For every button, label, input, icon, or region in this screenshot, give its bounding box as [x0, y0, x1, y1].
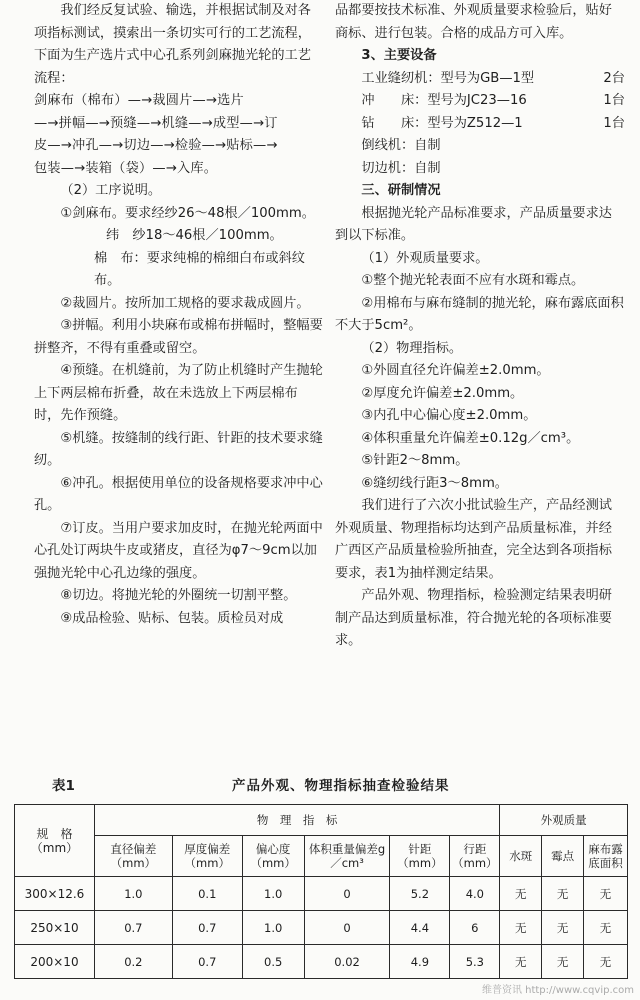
- table-cell: 6: [450, 911, 500, 945]
- table-cell: 无: [584, 877, 628, 911]
- step-7: ⑦订皮。当用户要求加皮时，在抛光轮两面中心孔处订两块牛皮或猪皮，直径为φ7～9cm以加强抛光轮中心孔边缘的强度。: [34, 520, 323, 581]
- table-cell: 0.1: [172, 877, 242, 911]
- equipment-item: 切边机：自制: [361, 160, 441, 176]
- table-cell: 无: [500, 911, 542, 945]
- spec-unit: （mm）: [30, 840, 79, 855]
- table-row: [15, 877, 628, 911]
- table-row: [15, 911, 628, 945]
- section-heading-process-notes: （2）工序说明。: [60, 183, 162, 198]
- step-6: ⑥冲孔。根据使用单位的设备规格要求冲中心孔。: [34, 475, 323, 513]
- table-cell: 0.2: [94, 945, 172, 979]
- table-cell: 4.4: [390, 911, 450, 945]
- equipment-qty: 1台: [603, 115, 625, 131]
- table-cell: 无: [542, 911, 584, 945]
- table-cell: 4.0: [450, 877, 500, 911]
- right-column: [335, 0, 625, 653]
- table-cell: 无: [500, 877, 542, 911]
- process-flow-line: —→拼幅—→预缝—→机缝—→成型—→订: [34, 115, 278, 131]
- table-row: [15, 945, 628, 979]
- step-9: ⑨成品检验、贴标、包装。质检员对成: [60, 610, 284, 626]
- table-cell: 无: [584, 945, 628, 979]
- equipment-qty: 1台: [603, 93, 625, 108]
- process-flow-line: 包装—→装箱（袋）—→入库。: [34, 160, 218, 176]
- table-title: 产品外观、物理指标抽查检验结果: [232, 778, 450, 794]
- requirement-item: ③内孔中心偏心度±2.0mm。: [361, 408, 537, 423]
- appearance-group-header: 外观质量: [500, 805, 628, 836]
- equipment-name: 工业缝纫机：型号为GB—1型: [361, 70, 535, 86]
- step-2: ②裁圆片。按所加工规格的要求裁成圆片。: [60, 295, 310, 311]
- step-3: ③拼幅。利用小块麻布或棉布拼幅时，整幅要拼整齐，不得有重叠或留空。: [34, 318, 323, 356]
- paragraph: 产品外观、物理指标，检验测定结果表明研制产品达到质量标准，符合抛光轮的各项标准要求。: [335, 588, 612, 648]
- table-cell: 0: [304, 877, 390, 911]
- equipment-qty: 2台: [603, 70, 625, 86]
- left-column: [34, 0, 324, 630]
- table-cell: 无: [542, 945, 584, 979]
- table-cell: 5.2: [390, 877, 450, 911]
- table-subheader-row: [15, 836, 628, 877]
- table-cell: 无: [500, 945, 542, 979]
- column-header: 直径偏差（mm）: [94, 836, 172, 877]
- column-header: 针距（mm）: [390, 836, 450, 877]
- table-cell: 4.9: [390, 945, 450, 979]
- table-cell: 1.0: [94, 877, 172, 911]
- table-cell: 0.5: [242, 945, 304, 979]
- equipment-item: 倒线机：自制: [361, 138, 441, 153]
- spec-header: 规 格: [36, 826, 73, 841]
- column-header: 厚度偏差（mm）: [172, 836, 242, 877]
- column-header: 麻布露底面积: [584, 836, 628, 877]
- physical-group-header: 物 理 指 标: [94, 805, 499, 836]
- column-header: 水斑: [500, 836, 542, 877]
- requirement-item: ⑥缝纫线行距3～8mm。: [361, 475, 508, 491]
- requirement-item: ①整个抛光轮表面不应有水斑和霉点。: [361, 273, 585, 288]
- table-cell: 0.7: [172, 911, 242, 945]
- table-cell: 0: [304, 911, 390, 945]
- process-flow-line: 皮—→冲孔—→切边—→检验—→贴标—→: [34, 138, 278, 153]
- table-cell: 0.02: [304, 945, 390, 979]
- column-header: 霉点: [542, 836, 584, 877]
- spec-header-cell: [15, 805, 95, 877]
- requirement-item: ⑤针距2～8mm。: [361, 453, 469, 468]
- column-header: 偏心度（mm）: [242, 836, 304, 877]
- requirement-item: ②厚度允许偏差±2.0mm。: [361, 385, 524, 401]
- intro-paragraph: 我们经反复试验、输选，并根据试制及对各项指标测试，摸索出一条切实可行的工艺流程，下面为生产选片式中心孔系列剑麻抛光轮的工艺流程：: [34, 3, 311, 86]
- table-cell: 1.0: [242, 911, 304, 945]
- section-heading-equipment: 3、主要设备: [361, 48, 437, 63]
- table-cell: 1.0: [242, 877, 304, 911]
- table-header-row: [15, 805, 628, 836]
- watermark: 维普资讯 http://www.cqvip.com: [481, 985, 634, 996]
- column-header: 体积重量偏差g／cm³: [304, 836, 390, 877]
- equipment-item: [335, 113, 625, 136]
- step-8: ⑧切边。将抛光轮的外圈统一切割平整。: [60, 588, 297, 603]
- column-header: 行距（mm）: [450, 836, 500, 877]
- step-1: ①剑麻布。要求经纱26～48根／100mm。: [60, 205, 315, 221]
- paragraph: 我们进行了六次小批试验生产，产品经测试外观质量、物理指标均达到产品质量标准，并经广西区产品质量检验所抽查，完全达到各项指标要求，表1为抽样测定结果。: [335, 498, 612, 581]
- equipment-item: [335, 90, 625, 113]
- equipment-name: 钻 床：型号为Z512—1: [361, 115, 523, 131]
- step-4: ④预缝。在机缝前，为了防止机缝时产生抛轮上下两层棉布折叠，故在未选放上下两层棉布时，先作预缝。: [34, 363, 323, 423]
- equipment-name: 冲 床：型号为JC23—16: [361, 93, 527, 108]
- equipment-item: [335, 68, 625, 91]
- table-cell: 5.3: [450, 945, 500, 979]
- subheading-appearance: （1）外观质量要求。: [361, 250, 489, 266]
- spec-cell: 200×10: [15, 945, 95, 979]
- paragraph: 根据抛光轮产品标准要求，产品质量要求达到以下标准。: [335, 205, 612, 243]
- table-cell: 0.7: [94, 911, 172, 945]
- table-label: 表1: [52, 778, 75, 794]
- spec-cell: 300×12.6: [15, 877, 95, 911]
- results-table: [14, 804, 628, 979]
- subheading-physical: （2）物理指标。: [361, 340, 463, 356]
- step-1-weft: 纬 纱18～46根／100mm。: [106, 228, 283, 243]
- continued-paragraph: 品都要按技术标准、外观质量要求检验后，贴好商标、进行包装。合格的成品方可入库。: [335, 3, 612, 41]
- process-flow-line: 剑麻布（棉布）—→裁圆片—→选片: [34, 93, 244, 108]
- requirement-item: ①外圆直径允许偏差±2.0mm。: [361, 363, 550, 378]
- step-5: ⑤机缝。按缝制的线行距、针距的技术要求缝纫。: [34, 430, 323, 468]
- table-cell: 无: [542, 877, 584, 911]
- requirement-item: ②用棉布与麻布缝制的抛光轮，麻布露底面积不大于5cm²。: [335, 295, 624, 333]
- table-cell: 无: [584, 911, 628, 945]
- section-heading-development: 三、研制情况: [361, 183, 441, 198]
- requirement-item: ④体积重量允许偏差±0.12g／cm³。: [361, 430, 580, 446]
- step-1-cotton: 棉 布：要求纯棉的棉细白布或斜纹布。: [94, 250, 305, 288]
- table-cell: 0.7: [172, 945, 242, 979]
- spec-cell: 250×10: [15, 911, 95, 945]
